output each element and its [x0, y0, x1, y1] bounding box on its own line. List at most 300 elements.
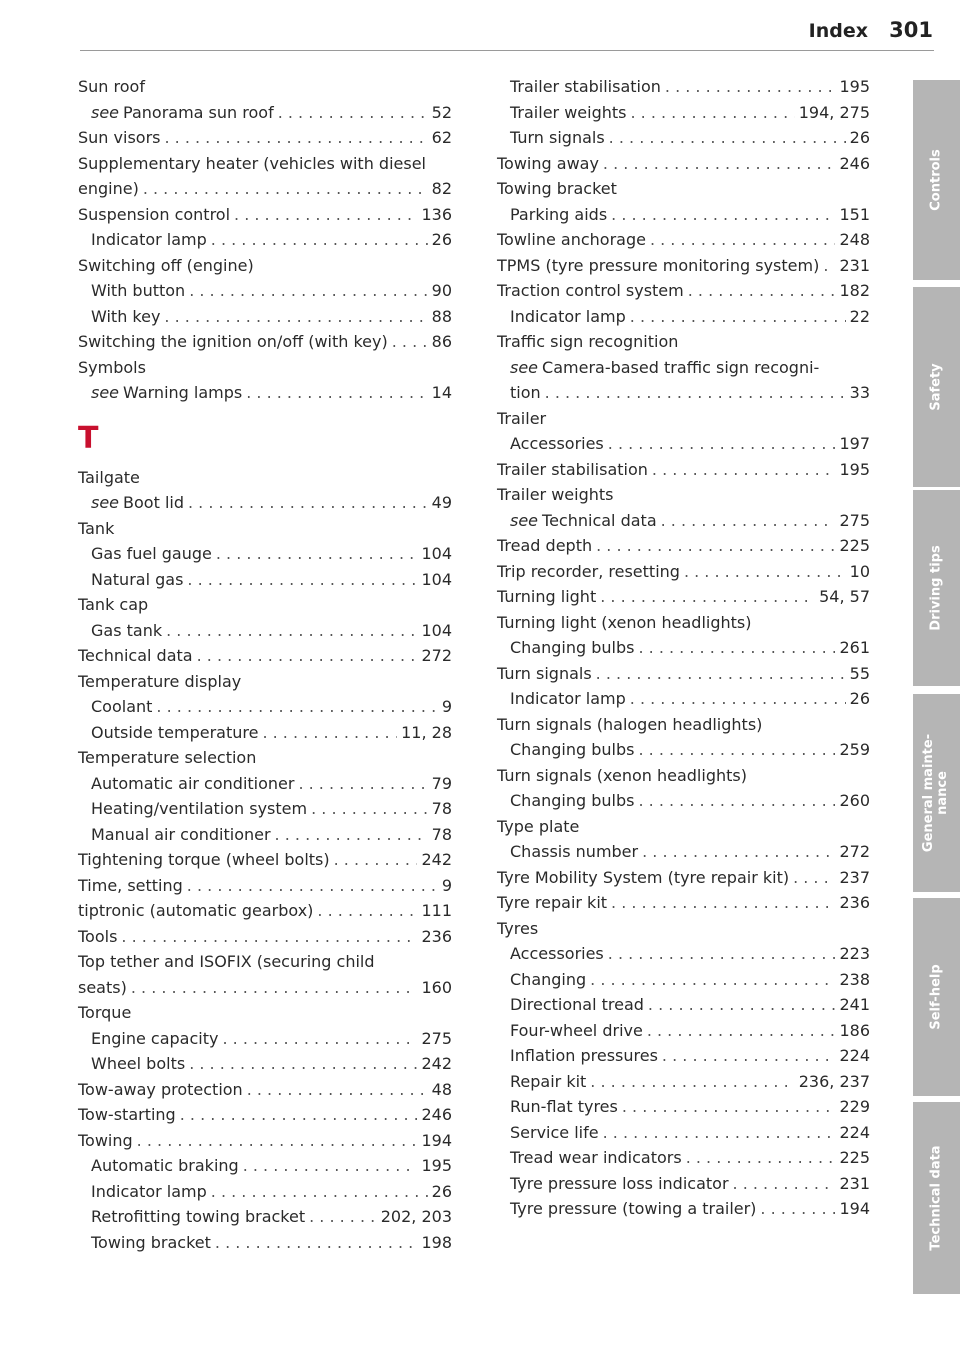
page-reference[interactable]: 54, 57: [819, 587, 870, 606]
index-term: [497, 253, 819, 279]
see-reference: see: [510, 510, 539, 530]
index-term-text: Tools: [78, 926, 118, 946]
index-term: [78, 1102, 176, 1128]
page-reference[interactable]: 225: [839, 1148, 870, 1167]
index-term: [510, 125, 605, 151]
index-column-right: [497, 74, 870, 1222]
dot-leader: [187, 873, 438, 899]
dot-leader: [661, 508, 836, 534]
index-term-text: Changing: [510, 969, 587, 989]
index-term: [78, 1128, 133, 1154]
index-term-text: Indicator lamp: [91, 1181, 207, 1201]
index-subentry: [497, 202, 870, 228]
index-term: [78, 468, 140, 487]
index-term-text: Service life: [510, 1122, 599, 1142]
index-term: [78, 873, 183, 899]
index-term-text: Tailgate: [78, 467, 140, 487]
index-subentry: [78, 771, 452, 797]
index-subentry: [497, 1171, 870, 1197]
page-reference[interactable]: 10: [849, 561, 870, 581]
index-term: [510, 1171, 729, 1197]
dot-leader: [137, 1128, 418, 1154]
index-term-text: Turn signals: [497, 663, 592, 683]
index-entry: [78, 873, 452, 899]
page-reference[interactable]: 151: [839, 204, 870, 224]
page-reference[interactable]: 186: [839, 1020, 870, 1040]
page-reference[interactable]: 26: [849, 689, 870, 708]
index-term-text: Coolant: [91, 697, 153, 716]
index-term-text: Directional tread: [510, 995, 644, 1014]
index-subentry: [497, 1043, 870, 1069]
page-reference[interactable]: 231: [839, 1173, 870, 1193]
index-term: [91, 1051, 185, 1077]
see-reference: see: [91, 383, 120, 402]
index-term: [510, 1018, 643, 1044]
dot-leader: [275, 822, 428, 848]
dot-leader: [733, 1171, 836, 1197]
index-entry: [78, 669, 452, 695]
index-term: [510, 202, 607, 228]
index-subentry: [497, 380, 870, 406]
index-term: [78, 847, 330, 873]
index-term-text: Trailer stabilisation: [497, 459, 648, 479]
index-term-text: Chassis number: [510, 842, 639, 861]
page-reference[interactable]: 194, 275: [798, 102, 870, 122]
index-term: [510, 635, 634, 661]
index-term-text: Natural gas: [91, 569, 184, 589]
index-term: [78, 202, 230, 228]
dot-leader: [609, 125, 846, 151]
index-term-text: Turn signals (xenon headlights): [497, 765, 747, 785]
index-subentry: [497, 1145, 870, 1171]
index-entry: [78, 1000, 452, 1026]
index-entry: [78, 516, 452, 542]
index-term: [78, 643, 193, 669]
index-term: [510, 100, 626, 126]
dot-leader: [652, 457, 836, 483]
index-term-text: Inflation pressures: [510, 1046, 658, 1065]
index-term-text: Repair kit: [510, 1071, 587, 1091]
index-term: [78, 975, 127, 1001]
dot-leader: [334, 847, 418, 873]
index-subentry: [78, 227, 452, 253]
index-term: [510, 788, 634, 814]
index-term-text: Tyre Mobility System (tyre repair kit): [497, 867, 790, 887]
index-subentry: [497, 992, 870, 1018]
dot-leader: [642, 839, 835, 865]
index-term: [510, 1145, 682, 1171]
page-reference[interactable]: 248: [839, 230, 870, 249]
page-reference[interactable]: 259: [839, 740, 870, 759]
index-entry: [78, 1102, 452, 1128]
index-term-text: Parking aids: [510, 204, 608, 224]
dot-leader: [189, 278, 427, 304]
index-term-text: Four-wheel drive: [510, 1020, 643, 1040]
dot-leader: [392, 329, 428, 355]
index-term: [510, 686, 626, 712]
page-reference[interactable]: 22: [849, 306, 870, 326]
index-subentry: [78, 100, 452, 126]
index-entry: [497, 865, 870, 891]
section-tab-label: Safety: [928, 363, 944, 411]
index-entry: [78, 847, 452, 873]
index-term: [78, 519, 114, 538]
page-reference[interactable]: 224: [839, 1046, 870, 1065]
section-tab-general-mainte-nance[interactable]: [913, 694, 960, 892]
dot-leader: [638, 635, 835, 661]
page-reference[interactable]: 231: [839, 255, 870, 275]
index-entry: [78, 151, 452, 177]
index-subentry: [497, 1094, 870, 1120]
index-subentry: [78, 278, 452, 304]
index-entry: [497, 457, 870, 483]
page-reference[interactable]: 194: [421, 1130, 452, 1150]
page-reference[interactable]: 9: [441, 875, 452, 895]
dot-leader: [793, 865, 835, 891]
page-reference[interactable]: 237: [839, 867, 870, 887]
index-term: [497, 179, 617, 198]
index-subentry: [78, 1153, 452, 1179]
page-reference[interactable]: 52: [431, 102, 452, 122]
page-reference[interactable]: 111: [421, 901, 452, 920]
index-entry: [78, 202, 452, 228]
index-subentry: [497, 431, 870, 457]
dot-leader: [131, 975, 418, 1001]
index-term: [497, 766, 747, 785]
dot-leader: [247, 1077, 428, 1103]
index-entry: [497, 278, 870, 304]
dot-leader: [262, 720, 397, 746]
index-entry: [78, 465, 452, 491]
dot-leader: [638, 788, 835, 814]
index-term: [91, 1204, 305, 1230]
dot-leader: [630, 304, 846, 330]
index-term-text: Switching the ignition on/off (with key): [78, 332, 388, 351]
index-term: [91, 490, 184, 516]
index-term: [497, 533, 592, 559]
index-title: Index: [808, 20, 868, 42]
index-entry: [78, 329, 452, 355]
index-term: [497, 332, 678, 351]
index-entry: [78, 176, 452, 202]
index-entry: [78, 1128, 452, 1154]
index-term: [91, 1179, 207, 1205]
dot-leader: [222, 1026, 417, 1052]
index-term-text: Technical data: [542, 510, 657, 530]
index-entry: [497, 533, 870, 559]
page-reference[interactable]: 26: [431, 230, 452, 249]
page-reference[interactable]: 236, 237: [798, 1071, 870, 1091]
index-entry: [78, 975, 452, 1001]
index-term: [510, 967, 586, 993]
index-term-text: Tank cap: [78, 595, 149, 614]
index-term-text: Type plate: [497, 816, 580, 836]
index-section-letter: T: [78, 420, 99, 456]
index-term: [78, 154, 426, 173]
index-subentry: [497, 1069, 870, 1095]
index-term-text: Gas tank: [91, 620, 163, 640]
index-entry: [497, 584, 870, 610]
page-reference[interactable]: 224: [839, 1122, 870, 1142]
index-term-text: Trailer weights: [497, 485, 614, 504]
dot-leader: [647, 1018, 836, 1044]
section-tab-controls[interactable]: [913, 80, 960, 280]
index-term: [78, 1077, 243, 1103]
dot-leader: [197, 643, 418, 669]
index-term: [78, 672, 241, 691]
index-entry: [78, 949, 452, 975]
dot-leader: [662, 1043, 836, 1069]
page-reference[interactable]: 198: [421, 1232, 452, 1252]
page-reference[interactable]: 242: [421, 1054, 452, 1073]
index-term-text: Supplementary heater (vehicles with diesel: [78, 153, 426, 173]
section-tab-label: Driving tips: [928, 545, 944, 631]
dot-leader: [638, 737, 835, 763]
index-subentry: [497, 304, 870, 330]
index-term-text: Run-flat tyres: [510, 1097, 618, 1116]
index-term-text: Tyre repair kit: [497, 893, 608, 912]
page-reference[interactable]: 260: [839, 791, 870, 810]
page-reference[interactable]: 9: [441, 697, 452, 716]
index-term-text: Trailer: [497, 408, 547, 428]
index-term-text: Switching off (engine): [78, 255, 254, 275]
index-subentry: [497, 125, 870, 151]
page-reference[interactable]: 261: [839, 638, 870, 657]
section-tab-technical-data[interactable]: [913, 1102, 960, 1294]
index-term-text: Symbols: [78, 357, 146, 377]
page-reference[interactable]: 275: [421, 1028, 452, 1048]
index-term: [497, 890, 607, 916]
index-term-text: Accessories: [510, 944, 604, 963]
dot-leader: [246, 380, 427, 406]
dot-leader: [665, 74, 836, 100]
index-term: [78, 176, 139, 202]
page-reference[interactable]: 55: [849, 663, 870, 683]
page-reference[interactable]: 104: [421, 569, 452, 589]
page-reference[interactable]: 182: [839, 281, 870, 300]
index-term: [510, 380, 541, 406]
header-divider: [80, 50, 934, 51]
index-term: [510, 1043, 658, 1069]
index-term: [91, 618, 162, 644]
index-term-text: Suspension control: [78, 204, 231, 224]
index-entry: [78, 355, 452, 381]
index-subentry: [78, 1051, 452, 1077]
dot-leader: [317, 898, 417, 924]
index-term-text: Technical data: [78, 646, 193, 665]
page-reference[interactable]: 195: [421, 1156, 452, 1175]
page-reference[interactable]: 225: [839, 536, 870, 555]
page-reference[interactable]: 26: [849, 128, 870, 147]
page-reference[interactable]: 246: [421, 1105, 452, 1124]
index-entry: [497, 151, 870, 177]
page-reference[interactable]: 78: [431, 799, 452, 818]
index-term-text: Tow-starting: [78, 1105, 176, 1124]
dot-leader: [166, 618, 417, 644]
index-entry: [497, 329, 870, 355]
index-term-text: Warning lamps: [123, 383, 243, 402]
index-term-text: Retrofitting towing bracket: [91, 1207, 306, 1226]
index-subentry: [78, 796, 452, 822]
index-term: [497, 613, 752, 632]
page-reference[interactable]: 11, 28: [401, 722, 452, 742]
index-term-text: Changing bulbs: [510, 740, 635, 759]
page-reference[interactable]: 194: [839, 1199, 870, 1218]
index-entry: [78, 745, 452, 771]
page-reference[interactable]: 14: [431, 383, 452, 402]
index-term-text: Sun roof: [78, 77, 145, 96]
page-reference[interactable]: 197: [839, 434, 870, 453]
index-term: [497, 559, 680, 585]
index-term-text: Tyre pressure loss indicator: [510, 1173, 729, 1193]
index-term: [497, 409, 546, 428]
index-term: [91, 694, 152, 720]
index-term: [91, 100, 274, 126]
see-reference: see: [510, 357, 539, 377]
index-term-text: Automatic braking: [91, 1156, 239, 1175]
dot-leader: [156, 694, 437, 720]
dot-leader: [608, 431, 836, 457]
dot-leader: [180, 1102, 418, 1128]
dot-leader: [545, 380, 846, 406]
index-term: [497, 227, 646, 253]
page-reference[interactable]: 26: [431, 1181, 452, 1201]
page-reference[interactable]: 272: [839, 842, 870, 861]
page-reference[interactable]: 223: [839, 944, 870, 963]
page-reference[interactable]: 246: [839, 153, 870, 173]
index-term: [510, 941, 604, 967]
index-term-text: TPMS (tyre pressure monitoring system): [497, 255, 820, 275]
index-entry: [78, 924, 452, 950]
page-reference[interactable]: 202, 203: [380, 1207, 452, 1226]
index-entry: [497, 763, 870, 789]
index-term: [497, 485, 613, 504]
index-term: [78, 924, 117, 950]
dot-leader: [187, 567, 417, 593]
index-term-text: seats): [78, 977, 127, 997]
page-reference[interactable]: 88: [431, 306, 452, 326]
index-term-text: Towing away: [497, 153, 599, 173]
dot-leader: [650, 227, 836, 253]
page-reference[interactable]: 195: [839, 77, 870, 96]
dot-leader: [611, 890, 835, 916]
index-term-text: Towing: [78, 1130, 133, 1150]
page-reference[interactable]: 104: [421, 620, 452, 640]
page-reference[interactable]: 90: [431, 281, 452, 300]
index-subentry: [497, 100, 870, 126]
index-term: [497, 584, 596, 610]
page-reference[interactable]: 82: [431, 179, 452, 198]
page-reference[interactable]: 136: [421, 204, 452, 224]
index-subentry: [497, 839, 870, 865]
page-reference[interactable]: 236: [839, 893, 870, 912]
page-reference[interactable]: 229: [839, 1097, 870, 1116]
index-term-text: Towline anchorage: [497, 230, 646, 249]
index-term-text: With key: [91, 306, 161, 326]
index-term: [497, 715, 762, 734]
dot-leader: [121, 924, 417, 950]
page-reference[interactable]: 241: [839, 995, 870, 1014]
index-term-text: Tightening torque (wheel bolts): [78, 850, 330, 869]
index-term: [78, 595, 148, 614]
page-reference[interactable]: 275: [839, 510, 870, 530]
dot-leader: [684, 559, 846, 585]
index-term: [510, 992, 644, 1018]
page-reference[interactable]: 33: [849, 383, 870, 402]
index-term-text: Camera-based traffic sign recogni-: [542, 357, 820, 377]
index-column-left: [78, 74, 452, 1255]
index-term-text: Towing bracket: [497, 179, 617, 198]
index-term-text: Traction control system: [497, 281, 684, 300]
page-reference[interactable]: 242: [421, 850, 452, 869]
page-reference[interactable]: 86: [431, 332, 452, 351]
page-reference[interactable]: 160: [421, 977, 452, 997]
page-reference[interactable]: 62: [431, 128, 452, 147]
index-term: [510, 1196, 756, 1222]
page-reference[interactable]: 238: [839, 969, 870, 989]
index-subentry: [78, 490, 452, 516]
index-term: [91, 1230, 211, 1256]
section-tab-self-help[interactable]: [913, 898, 960, 1096]
index-term: [497, 278, 684, 304]
index-term: [510, 839, 638, 865]
index-subentry: [78, 1179, 452, 1205]
index-term: [91, 1153, 239, 1179]
index-term: [510, 74, 661, 100]
index-term: [78, 898, 313, 924]
dot-leader: [648, 992, 836, 1018]
index-entry: [78, 253, 452, 279]
index-term: [497, 817, 579, 836]
page-reference[interactable]: 236: [421, 926, 452, 946]
page-reference[interactable]: 195: [839, 459, 870, 479]
index-subentry: [497, 941, 870, 967]
page-reference[interactable]: 78: [431, 824, 452, 844]
dot-leader: [596, 661, 846, 687]
index-entry: [497, 890, 870, 916]
page-reference[interactable]: 48: [431, 1079, 452, 1099]
index-subentry: [78, 1204, 452, 1230]
index-term: [91, 278, 185, 304]
index-term-text: Heating/ventilation system: [91, 799, 308, 818]
section-tab-driving-tips[interactable]: [913, 490, 960, 686]
index-term: [91, 822, 271, 848]
index-subentry: [497, 508, 870, 534]
page-reference[interactable]: 272: [421, 646, 452, 665]
index-entry: [497, 176, 870, 202]
page-reference[interactable]: 104: [421, 544, 452, 563]
section-tab-safety[interactable]: [913, 287, 960, 487]
index-term: [78, 256, 254, 275]
index-subentry: [78, 1026, 452, 1052]
dot-leader: [309, 1204, 377, 1230]
dot-leader: [590, 1069, 794, 1095]
index-term-text: Tank: [78, 518, 115, 538]
index-term: [78, 77, 145, 96]
index-term-text: Tow-away protection: [78, 1079, 243, 1099]
index-subentry: [78, 694, 452, 720]
page-reference[interactable]: 79: [431, 773, 452, 793]
index-term: [78, 748, 256, 767]
index-term-text: Indicator lamp: [510, 689, 626, 708]
dot-leader: [686, 1145, 836, 1171]
dot-leader: [688, 278, 836, 304]
section-tab-label: Self-help: [928, 964, 944, 1030]
index-term-text: Wheel bolts: [91, 1054, 186, 1073]
page-reference[interactable]: 49: [431, 493, 452, 512]
index-term: [510, 737, 634, 763]
dot-leader: [603, 1120, 836, 1146]
